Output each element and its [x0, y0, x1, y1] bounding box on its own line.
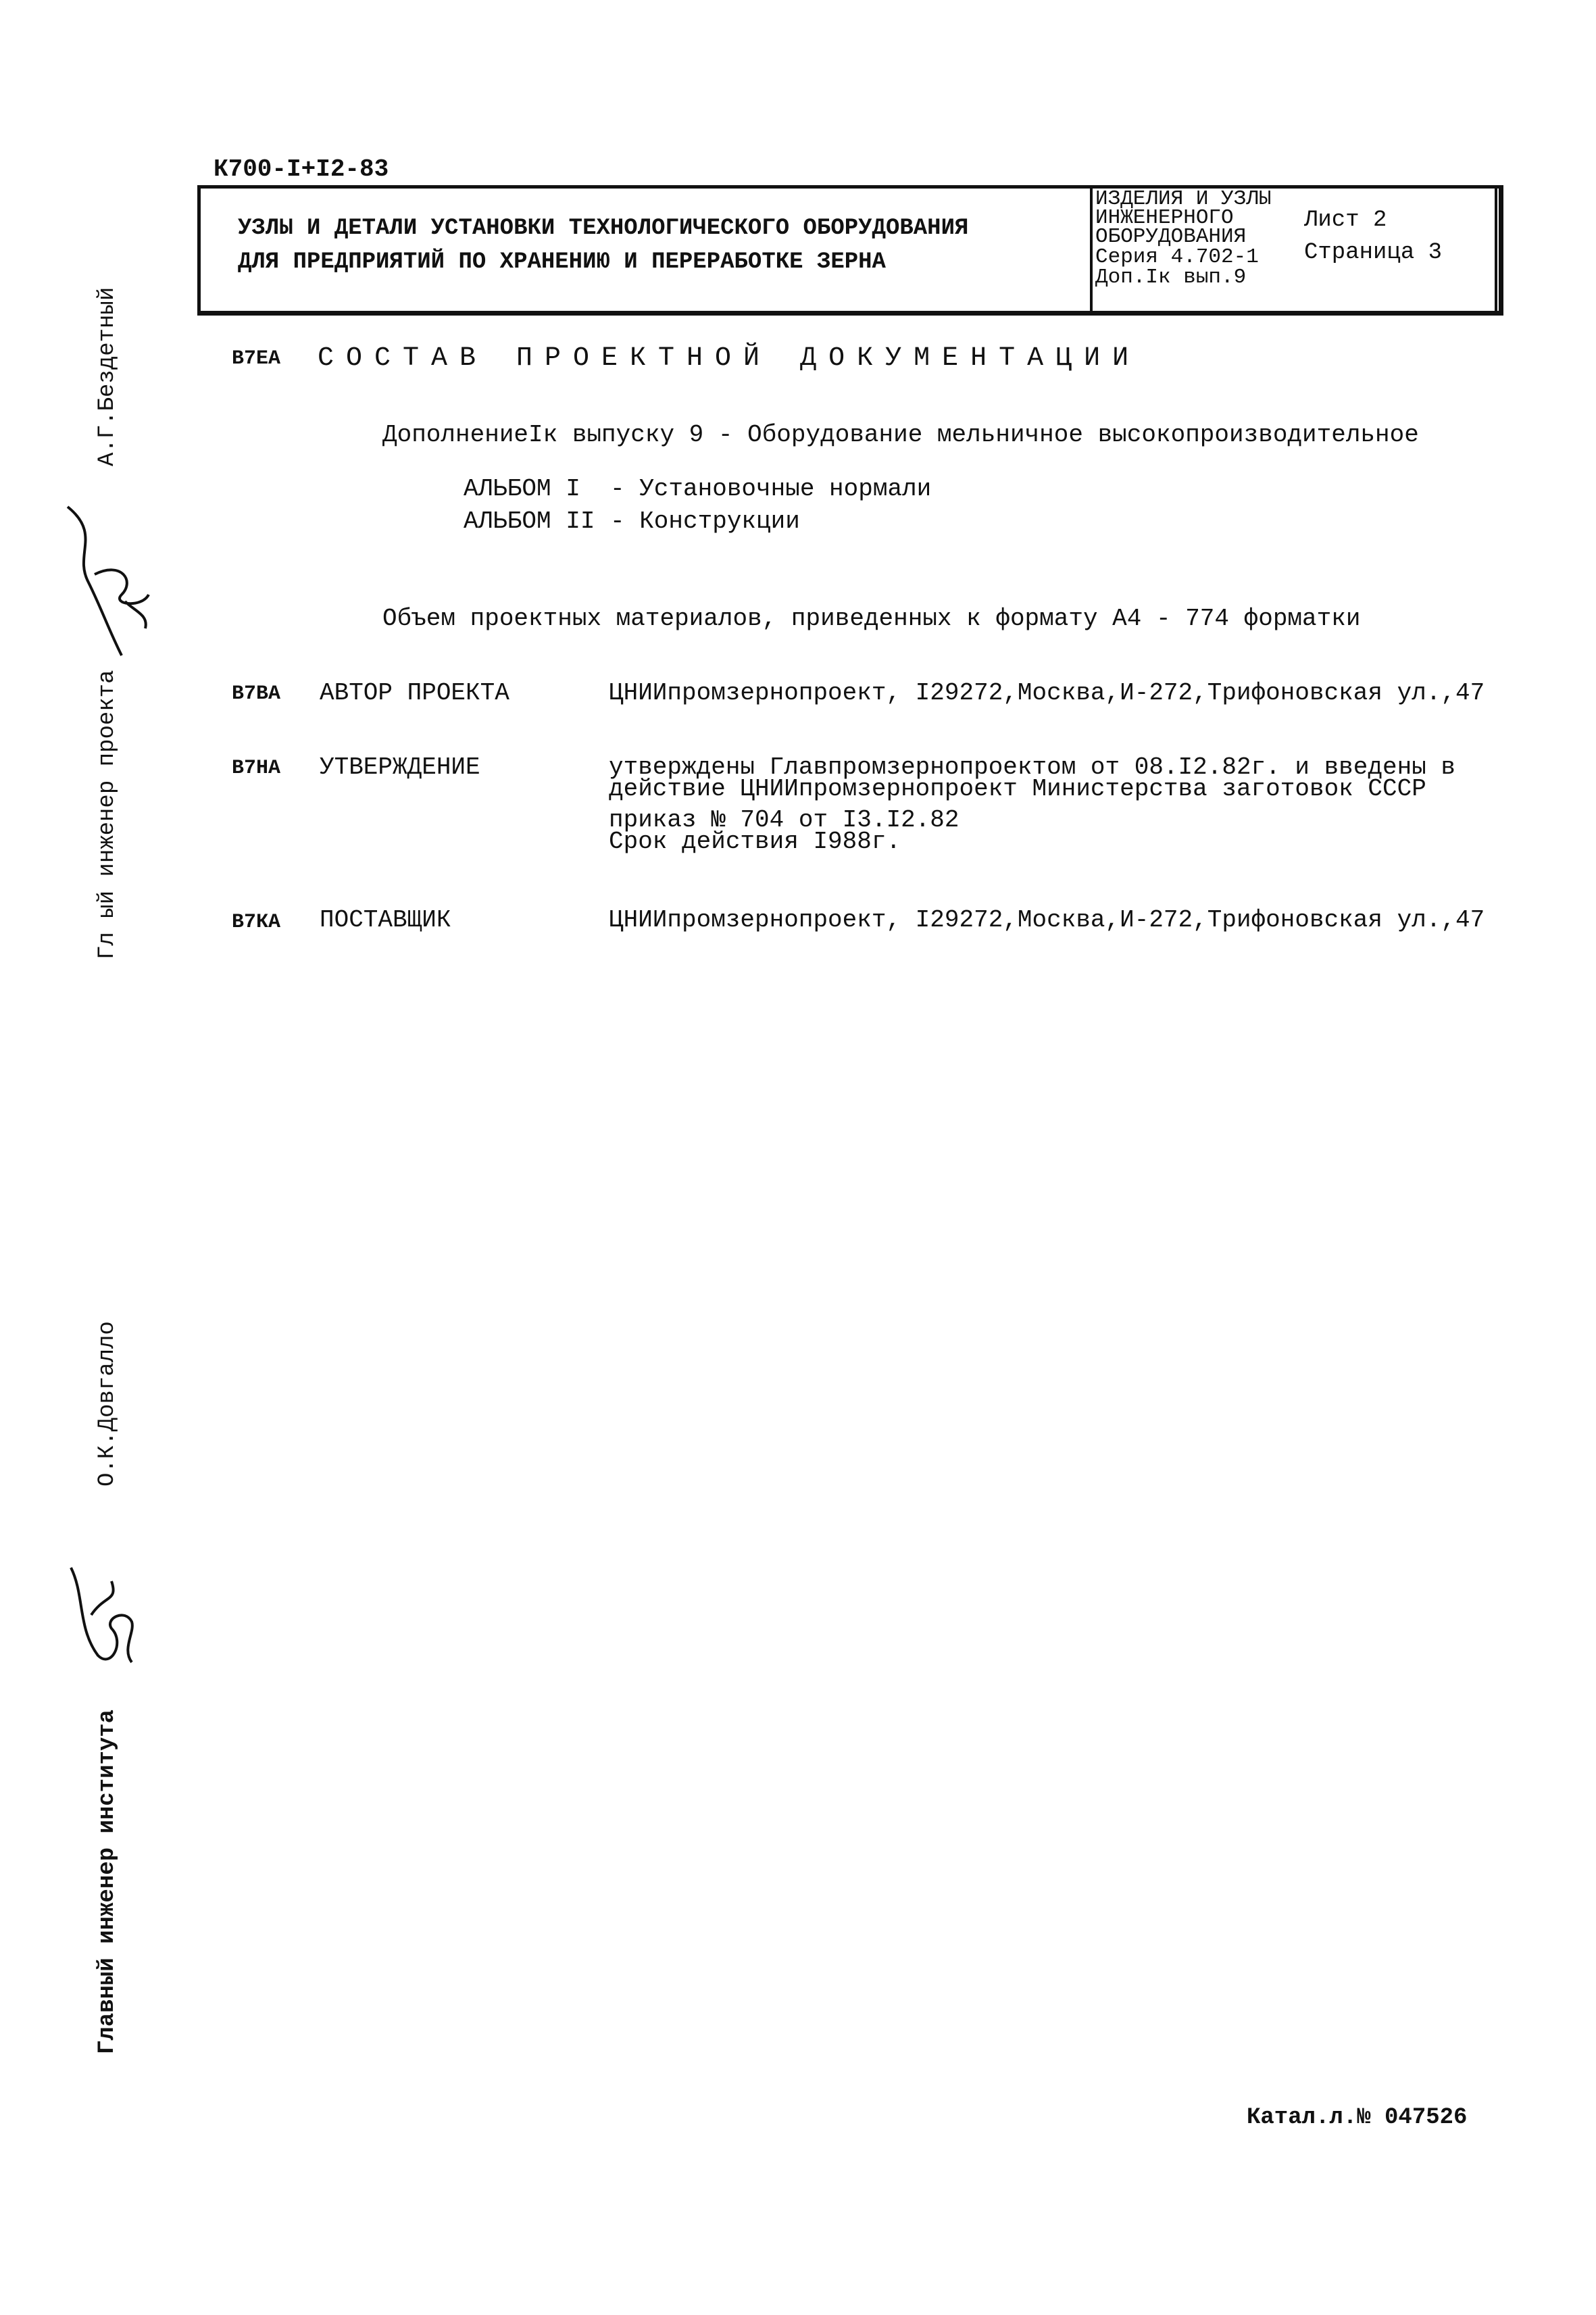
addendum-text: ДополнениеIк выпуску 9 - Оборудование мельничное высокопроизводительное [382, 421, 1419, 449]
supplier-label: ПОСТАВЩИК [320, 906, 451, 934]
supplier-code: В7КА [232, 911, 281, 934]
album-2-name: АЛЬБОМ II [464, 507, 595, 535]
approval-code: В7НА [232, 757, 281, 780]
stamp-sheet-cell [1284, 189, 1499, 311]
section-title: СОСТАВ ПРОЕКТНОЙ ДОКУМЕНТАЦИИ [318, 343, 1141, 374]
volume-text: Объем проектных материалов, приведенных к формату А4 - 774 форматки [382, 605, 1361, 632]
album-1-desc: - Установочные нормали [610, 475, 932, 503]
author-value: ЦНИИпромзернопроект, I29272,Москва,И-272,Трифоновская ул.,47 [609, 679, 1485, 707]
signature-chief-institute-engineer [64, 1554, 145, 1676]
series-line-4: Серия 4.702-1 [1095, 245, 1259, 269]
document-code: К700-I+I2-83 [214, 155, 389, 183]
approval-line-4: Срок действия I988г. [609, 828, 901, 855]
series-line-5: Доп.Iк вып.9 [1095, 266, 1247, 289]
signature-chief-project-engineer [47, 493, 162, 662]
chief-project-engineer-title: Гл ый инженер проекта [95, 670, 120, 960]
album-2-desc: - Конструкции [610, 507, 800, 535]
series-line-1: ИЗДЕЛИЯ И УЗЛЫ [1095, 187, 1272, 211]
approval-line-2: действие ЦНИИпромзернопроект Министерства заготовок СССР [609, 775, 1426, 803]
approval-label: УТВЕРЖДЕНИЕ [320, 753, 480, 781]
series-line-2: ИНЖЕНЕРНОГО [1095, 206, 1234, 230]
section-code: В7ЕА [232, 347, 281, 370]
author-label: АВТОР ПРОЕКТА [320, 679, 509, 707]
series-line-3: ОБОРУДОВАНИЯ [1095, 225, 1247, 249]
approval-line-1: утверждены Главпромзернопроектом от 08.I2.82г. и введены в [609, 753, 1456, 781]
author-code: В7ВА [232, 682, 281, 705]
sheet-number: Лист 2 [1304, 207, 1387, 233]
chief-institute-engineer-name: О.К.Довгалло [95, 1321, 120, 1487]
page-number: Страница 3 [1304, 240, 1443, 266]
chief-institute-engineer-title: Главный инженер института [95, 1709, 120, 2054]
title-stamp [197, 185, 1503, 316]
catalog-number: Катал.л.№ 047526 [1247, 2105, 1468, 2131]
stamp-title-cell [201, 189, 1093, 311]
album-1-name: АЛЬБОМ I [464, 475, 580, 503]
stamp-title-line-2: ДЛЯ ПРЕДПРИЯТИЙ ПО ХРАНЕНИЮ И ПЕРЕРАБОТКЕ ЗЕРНА [238, 249, 886, 275]
chief-project-engineer-name: А.Г.Бездетный [95, 287, 120, 466]
stamp-title-line-1: УЗЛЫ И ДЕТАЛИ УСТАНОВКИ ТЕХНОЛОГИЧЕСКОГО ОБОРУДОВАНИЯ [238, 216, 969, 241]
supplier-value: ЦНИИпромзернопроект, I29272,Москва,И-272,Трифоновская ул.,47 [609, 906, 1485, 934]
approval-line-3: приказ № 704 от I3.I2.82 [609, 806, 959, 834]
